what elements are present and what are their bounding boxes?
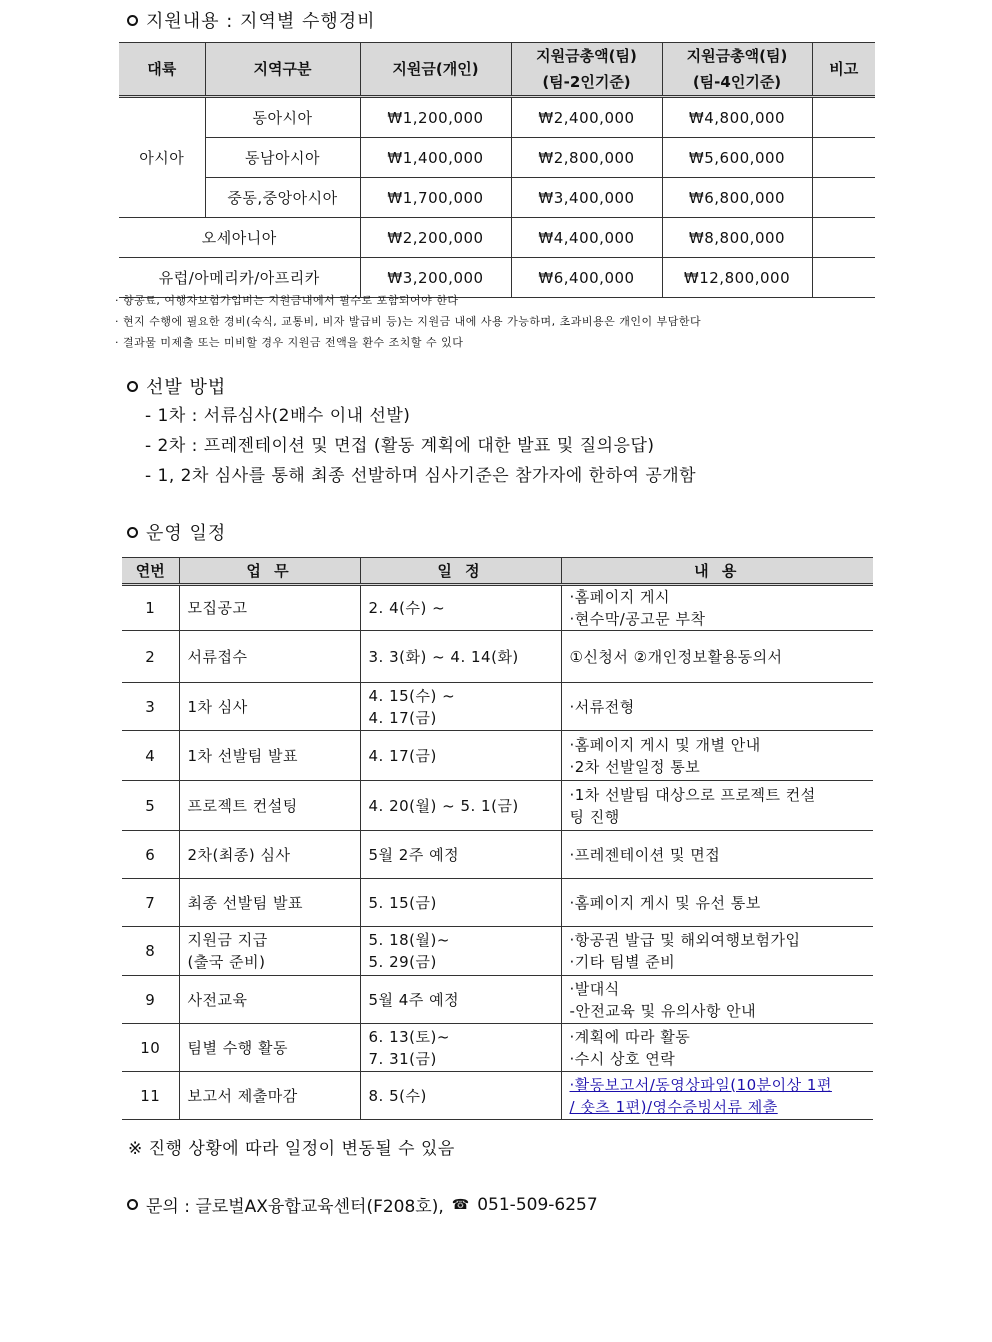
schedule-no-cell-line: 2 — [145, 647, 156, 666]
schedule-change-note: ※ 진행 상황에 따라 일정이 변동될 수 있음 — [128, 1139, 455, 1159]
schedule-content-cell-line: -안전교육 및 유의사항 안내 — [569, 1001, 757, 1020]
schedule-task-cell — [179, 781, 360, 831]
schedule-content-cell — [561, 683, 873, 731]
header-region: 지역구분 — [205, 43, 360, 97]
selection-item: - 2차 : 프레젠테이션 및 면접 (활동 계획에 대한 발표 및 질의응답) — [145, 436, 655, 456]
schedule-date-cell — [360, 631, 561, 683]
schedule-no-cell — [122, 585, 179, 631]
schedule-row — [122, 683, 873, 731]
circle-bullet-icon — [127, 527, 138, 538]
schedule-content-cell-line: ·홈페이지 게시 — [569, 588, 670, 606]
schedule-date-cell-line: 5. 15(금) — [368, 893, 437, 912]
schedule-content-cell-line: ·2차 선발일정 통보 — [569, 757, 701, 776]
schedule-no-cell — [122, 781, 179, 831]
circle-bullet-icon — [127, 1199, 138, 1210]
schedule-header-row — [122, 558, 873, 585]
schedule-task-cell — [179, 631, 360, 683]
schedule-date-cell — [360, 781, 561, 831]
schedule-task-cell-line: 프로젝트 컨설팅 — [187, 796, 298, 815]
phone-icon: ☎ — [451, 1196, 470, 1213]
schedule-date-cell-line: 5. 18(월)~ — [368, 931, 450, 949]
schedule-date-cell-line: 6. 13(토)~ — [368, 1027, 450, 1046]
schedule-task-cell-line: 2차(최종) 심사 — [187, 845, 291, 864]
schedule-content-cell-line: ·수시 상호 연락 — [569, 1049, 676, 1068]
schedule-row — [122, 976, 873, 1024]
schedule-task-cell-line: 1차 심사 — [187, 697, 248, 716]
schedule-content-cell-line: ·현수막/공고문 부착 — [569, 610, 706, 628]
schedule-content-cell-line: ·계획에 따라 활동 — [569, 1027, 691, 1046]
personal-cell: ₩2,200,000 — [360, 218, 511, 258]
section-funding-heading — [127, 7, 376, 33]
schedule-no-cell — [122, 1072, 179, 1120]
team2-cell: ₩2,800,000 — [511, 138, 662, 178]
schedule-content-cell-line[interactable]: / 숏츠 1편)/영수증빙서류 제출 — [569, 1097, 778, 1116]
schedule-content-cell-line: ·홈페이지 게시 및 유선 통보 — [569, 893, 761, 912]
schedule-date-cell-line: 5월 4주 예정 — [368, 990, 460, 1009]
funding-note: · 항공료, 여행자보험가입비는 지원금내에서 필수로 포함되어야 한다 — [115, 294, 459, 307]
header-task: 업 무 — [179, 558, 360, 585]
schedule-date-cell — [360, 1024, 561, 1072]
schedule-no-cell — [122, 1024, 179, 1072]
schedule-no-cell-line: 7 — [145, 893, 156, 912]
funding-row — [119, 138, 875, 178]
selection-item: - 1, 2차 심사를 통해 최종 선발하며 심사기준은 참가자에 한하여 공개함 — [145, 466, 697, 486]
schedule-date-cell-line: 4. 20(월) ~ 5. 1(금) — [368, 796, 519, 815]
schedule-date-cell-line: 5. 29(금) — [368, 953, 437, 971]
schedule-row — [122, 879, 873, 927]
schedule-no-cell-line: 11 — [140, 1086, 161, 1105]
schedule-task-cell-line: 1차 선발팀 발표 — [187, 746, 299, 765]
schedule-table — [122, 557, 873, 1120]
schedule-row — [122, 831, 873, 879]
personal-cell: ₩1,200,000 — [360, 97, 511, 138]
header-team2-line1: 지원금총액(팀) — [536, 47, 637, 65]
schedule-content-cell-line[interactable]: ·활동보고서/동영상파일(10분이상 1편 — [569, 1075, 832, 1094]
remarks-cell — [812, 178, 875, 218]
schedule-date-cell-line: 3. 3(화) ~ 4. 14(화) — [368, 647, 519, 666]
schedule-no-cell-line: 8 — [145, 942, 156, 960]
schedule-no-cell-line: 1 — [145, 599, 156, 617]
personal-cell: ₩1,700,000 — [360, 178, 511, 218]
contact-label: 문의 : 글로벌AX융합교육센터(F208호), — [146, 1197, 444, 1217]
schedule-task-cell-line: 모집공고 — [187, 599, 248, 617]
schedule-date-cell-line: 2. 4(수) ~ — [368, 599, 446, 617]
schedule-task-cell-line: 지원금 지급 — [187, 931, 268, 949]
schedule-task-cell — [179, 976, 360, 1024]
schedule-date-cell-line: 7. 31(금) — [368, 1049, 437, 1068]
schedule-task-cell — [179, 879, 360, 927]
header-remarks: 비고 — [812, 43, 875, 97]
schedule-no-cell-line: 5 — [145, 796, 156, 815]
section-schedule-heading — [127, 519, 226, 545]
schedule-content-cell-line: 팅 진행 — [569, 807, 620, 826]
schedule-content-cell-line: ·기타 팀별 준비 — [569, 953, 676, 971]
funding-row — [119, 97, 875, 138]
team2-cell: ₩6,400,000 — [511, 258, 662, 298]
schedule-date-cell — [360, 585, 561, 631]
team2-cell: ₩4,400,000 — [511, 218, 662, 258]
remarks-cell — [812, 138, 875, 178]
region-cell: 동아시아 — [205, 97, 360, 138]
schedule-content-cell — [561, 585, 873, 631]
schedule-task-cell — [179, 831, 360, 879]
header-team4 — [662, 43, 812, 97]
schedule-content-cell-line: ·발대식 — [569, 979, 620, 998]
schedule-task-cell-line: 팀별 수행 활동 — [187, 1038, 288, 1057]
schedule-date-cell-line: 8. 5(수) — [368, 1086, 427, 1105]
schedule-content-cell — [561, 631, 873, 683]
team2-cell: ₩3,400,000 — [511, 178, 662, 218]
schedule-date-cell — [360, 976, 561, 1024]
schedule-task-cell — [179, 1072, 360, 1120]
schedule-row — [122, 585, 873, 631]
header-team2-line2: (팀-2인기준) — [542, 73, 631, 91]
team4-cell: ₩5,600,000 — [662, 138, 812, 178]
schedule-task-cell — [179, 927, 360, 976]
team4-cell: ₩8,800,000 — [662, 218, 812, 258]
schedule-date-cell — [360, 1072, 561, 1120]
schedule-row — [122, 631, 873, 683]
schedule-task-cell — [179, 683, 360, 731]
section-selection-title: 선발 방법 — [146, 377, 227, 398]
funding-notes — [115, 290, 701, 353]
section-funding-title: 지원내용 : 지역별 수행경비 — [146, 11, 376, 32]
schedule-row — [122, 1024, 873, 1072]
schedule-content-cell-line: ·프레젠테이션 및 면접 — [569, 845, 721, 864]
schedule-date-cell-line: 4. 17(금) — [368, 746, 437, 765]
schedule-content-cell — [561, 1024, 873, 1072]
header-no: 연번 — [122, 558, 179, 585]
funding-row — [119, 218, 875, 258]
schedule-date-cell-line: 4. 15(수) ~ — [368, 686, 456, 705]
funding-note: · 현지 수행에 필요한 경비(숙식, 교통비, 비자 발급비 등)는 지원금 내에 사용 가능하며, 초과비용은 개인이 부담한다 — [115, 315, 702, 328]
funding-header-row — [119, 43, 875, 97]
schedule-task-cell-line: 서류접수 — [187, 647, 248, 666]
selection-list — [145, 401, 696, 491]
schedule-row — [122, 781, 873, 831]
schedule-no-cell-line: 3 — [145, 697, 156, 716]
schedule-no-cell-line: 6 — [145, 845, 156, 864]
schedule-content-cell — [561, 976, 873, 1024]
team4-cell: ₩6,800,000 — [662, 178, 812, 218]
funding-note: · 결과물 미제출 또는 미비할 경우 지원금 전액을 환수 조치할 수 있다 — [115, 336, 464, 349]
selection-item: - 1차 : 서류심사(2배수 이내 선발) — [145, 406, 411, 426]
header-date: 일 정 — [360, 558, 561, 585]
schedule-content-cell-line: ·홈페이지 게시 및 개별 안내 — [569, 735, 761, 754]
funding-row — [119, 178, 875, 218]
schedule-content-cell-line: ·1차 선발팀 대상으로 프로젝트 컨설 — [569, 785, 816, 804]
schedule-content-cell — [561, 831, 873, 879]
schedule-no-cell — [122, 683, 179, 731]
schedule-date-cell-line: 4. 17(금) — [368, 708, 437, 727]
header-team4-line2: (팀-4인기준) — [692, 73, 782, 91]
region-cell: 유럽/아메리카/아프리카 — [119, 258, 360, 298]
schedule-no-cell — [122, 731, 179, 781]
schedule-content-cell[interactable] — [561, 1072, 873, 1120]
team4-cell: ₩12,800,000 — [662, 258, 812, 298]
schedule-task-cell — [179, 1024, 360, 1072]
schedule-row — [122, 731, 873, 781]
schedule-content-cell-line: ①신청서 ②개인정보활용동의서 — [569, 647, 783, 666]
schedule-no-cell — [122, 927, 179, 976]
circle-bullet-icon — [127, 15, 138, 26]
schedule-task-cell-line: 최종 선발팀 발표 — [187, 893, 303, 912]
remarks-cell — [812, 97, 875, 138]
schedule-row — [122, 1072, 873, 1120]
region-cell: 중동,중앙아시아 — [205, 178, 360, 218]
schedule-date-cell — [360, 879, 561, 927]
header-team2 — [511, 43, 662, 97]
schedule-date-cell — [360, 683, 561, 731]
remarks-cell — [812, 258, 875, 298]
header-team4-line1: 지원금총액(팀) — [686, 47, 788, 65]
schedule-task-cell-line: (출국 준비) — [187, 953, 266, 971]
contact-phone: 051-509-6257 — [477, 1194, 598, 1215]
schedule-content-cell — [561, 879, 873, 927]
header-personal: 지원금(개인) — [360, 43, 511, 97]
schedule-content-cell — [561, 731, 873, 781]
schedule-content-cell — [561, 781, 873, 831]
funding-table — [119, 42, 875, 298]
region-cell: 오세아니아 — [119, 218, 360, 258]
schedule-row — [122, 927, 873, 976]
circle-bullet-icon — [127, 381, 138, 392]
schedule-task-cell-line: 보고서 제출마감 — [187, 1086, 298, 1105]
schedule-date-cell — [360, 731, 561, 781]
continent-asia: 아시아 — [119, 97, 205, 218]
header-content: 내 용 — [561, 558, 873, 585]
schedule-no-cell — [122, 831, 179, 879]
schedule-content-cell-line: ·항공권 발급 및 해외여행보험가입 — [569, 931, 801, 949]
schedule-task-cell — [179, 731, 360, 781]
schedule-no-cell-line: 4 — [145, 746, 156, 765]
schedule-no-cell-line: 9 — [145, 990, 156, 1009]
schedule-content-cell — [561, 927, 873, 976]
personal-cell: ₩1,400,000 — [360, 138, 511, 178]
schedule-task-cell — [179, 585, 360, 631]
schedule-date-cell — [360, 831, 561, 879]
contact-line — [127, 1192, 598, 1217]
region-cell: 동남아시아 — [205, 138, 360, 178]
schedule-no-cell-line: 10 — [140, 1038, 161, 1057]
schedule-task-cell-line: 사전교육 — [187, 990, 248, 1009]
schedule-no-cell — [122, 879, 179, 927]
team4-cell: ₩4,800,000 — [662, 97, 812, 138]
team2-cell: ₩2,400,000 — [511, 97, 662, 138]
schedule-no-cell — [122, 631, 179, 683]
section-selection-heading — [127, 373, 226, 399]
header-continent: 대륙 — [119, 43, 205, 97]
schedule-no-cell — [122, 976, 179, 1024]
remarks-cell — [812, 218, 875, 258]
personal-cell: ₩3,200,000 — [360, 258, 511, 298]
schedule-content-cell-line: ·서류전형 — [569, 697, 635, 716]
schedule-date-cell-line: 5월 2주 예정 — [368, 845, 460, 864]
schedule-date-cell — [360, 927, 561, 976]
section-schedule-title: 운영 일정 — [146, 523, 227, 544]
